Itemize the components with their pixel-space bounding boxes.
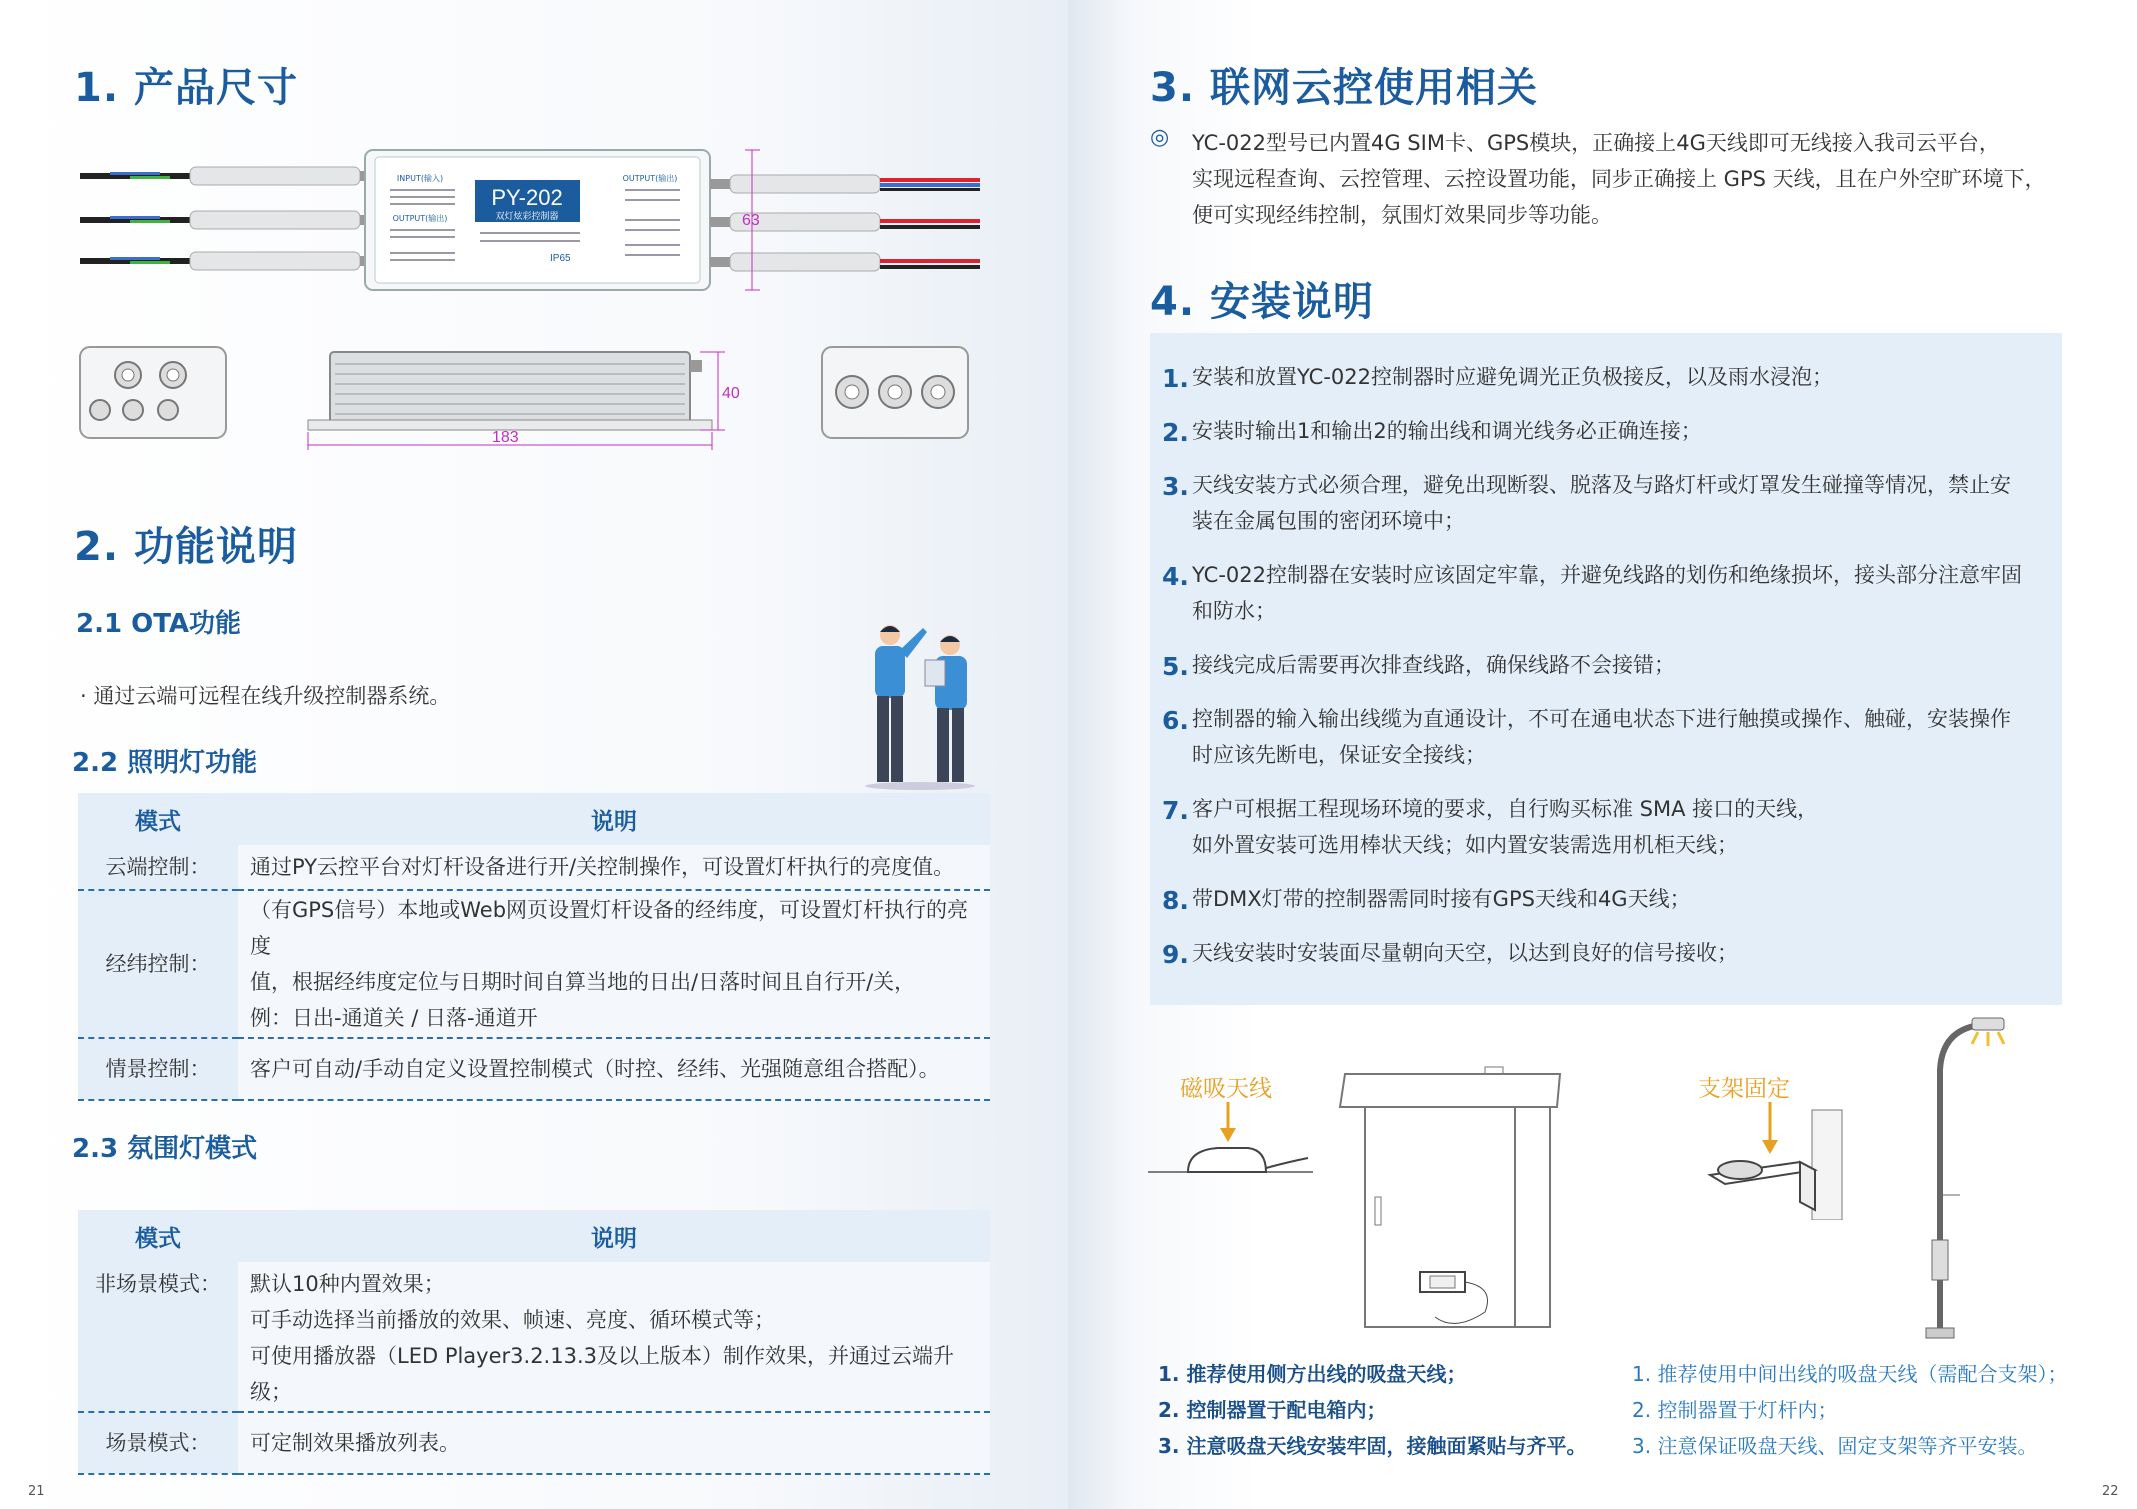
subsection-lighting: 2.2 照明灯功能 bbox=[72, 748, 258, 778]
table-header bbox=[78, 1210, 990, 1262]
device-input-label: INPUT(输入) bbox=[396, 174, 444, 183]
row-mode: 非场景模式： bbox=[78, 1262, 238, 1412]
section-title-cloud: 3. 联网云控使用相关 bbox=[1150, 65, 1538, 111]
install-steps-panel bbox=[1150, 333, 2062, 1005]
section-title-install: 4. 安装说明 bbox=[1150, 279, 1374, 325]
device-subtitle-label: 双灯炫彩控制器 bbox=[495, 212, 559, 222]
step-text bbox=[1192, 791, 1818, 863]
device-output-label: OUTPUT(输出) bbox=[392, 214, 448, 223]
table-row bbox=[78, 1412, 990, 1474]
step-line: 和防水； bbox=[1192, 599, 1276, 623]
step-text bbox=[1192, 467, 2011, 539]
input-cables bbox=[80, 167, 380, 270]
bracket-diagram bbox=[1700, 1100, 1850, 1220]
device-ip-rating: IP65 bbox=[550, 253, 571, 264]
row-desc bbox=[238, 1262, 990, 1412]
step-text: 天线安装时安装面尽量朝向天空，以达到良好的信号接收； bbox=[1192, 941, 1738, 965]
table-row bbox=[78, 1262, 990, 1412]
header-desc: 说明 bbox=[238, 793, 990, 845]
step-number: 1. bbox=[1162, 364, 1189, 393]
step-text: 带DMX灯带的控制器需同时接有GPS天线和4G天线； bbox=[1192, 887, 1691, 911]
ambient-modes-table bbox=[78, 1210, 990, 1475]
page-number-left: 21 bbox=[28, 1484, 45, 1499]
row-line: 通过PY云控平台对灯杆设备进行开/关控制操作，可设置灯杆执行的亮度值。 bbox=[250, 855, 955, 879]
page-number-right: 22 bbox=[2102, 1484, 2119, 1499]
row-desc bbox=[238, 1038, 990, 1100]
height-dimension: 63 bbox=[742, 212, 760, 229]
device-top-view-diagram bbox=[80, 145, 990, 295]
step-line: YC-022控制器在安装时应该固定牢靠，并避免线路的划伤和绝缘损坏，接头部分注意牢固 bbox=[1192, 563, 2022, 587]
row-line: 客户可自动/手动自定义设置控制模式（时控、经纬、光强随意组合搭配）。 bbox=[250, 1057, 940, 1081]
step-line: 天线安装方式必须合理，避免出现断裂、脱落及与路灯杆或灯罩发生碰撞等情况，禁止安 bbox=[1192, 473, 2011, 497]
device-end-view-right bbox=[820, 345, 970, 440]
table-row bbox=[78, 1038, 990, 1100]
row-desc bbox=[238, 845, 990, 890]
header-mode: 模式 bbox=[78, 793, 238, 845]
row-line: 值，根据经纬度定位与日期时间自算当地的日出/日落时间且自行开/关， bbox=[250, 970, 916, 994]
left-page bbox=[0, 0, 1068, 1509]
cabinet-diagram bbox=[1335, 1062, 1575, 1342]
section-title-dimensions: 1. 产品尺寸 bbox=[74, 65, 298, 111]
step-line: 控制器的输入输出线缆为直通设计，不可在通电状态下进行触摸或操作、触碰，安装操作 bbox=[1192, 707, 2011, 731]
device-side-view bbox=[300, 340, 760, 460]
device-model-label: PY-202 bbox=[491, 185, 563, 210]
cloud-line: 便可实现经纬控制，氛围灯效果同步等功能。 bbox=[1192, 203, 1612, 227]
subsection-ota: 2.1 OTA功能 bbox=[76, 609, 242, 639]
row-mode: 情景控制： bbox=[78, 1038, 238, 1100]
table-row bbox=[78, 845, 990, 890]
step-number: 9. bbox=[1162, 940, 1189, 969]
device-end-view-left bbox=[78, 345, 228, 440]
note-left-2: 2. 控制器置于配电箱内； bbox=[1158, 1398, 1387, 1422]
row-mode: 场景模式： bbox=[78, 1412, 238, 1474]
ota-description: · 通过云端可远程在线升级控制器系统。 bbox=[80, 684, 451, 708]
note-right-2: 2. 控制器置于灯杆内； bbox=[1632, 1398, 1838, 1422]
row-line: 默认10种内置效果； bbox=[250, 1272, 445, 1296]
bullet-icon: ◎ bbox=[1150, 125, 1170, 150]
note-right-1: 1. 推荐使用中间出线的吸盘天线（需配合支架）； bbox=[1632, 1362, 2068, 1386]
bracket-label: 支架固定 bbox=[1698, 1076, 1790, 1102]
step-number: 7. bbox=[1162, 796, 1189, 825]
note-right-3: 3. 注意保证吸盘天线、固定支架等齐平安装。 bbox=[1632, 1434, 2038, 1458]
step-number: 3. bbox=[1162, 472, 1189, 501]
row-line: 可手动选择当前播放的效果、帧速、亮度、循环模式等； bbox=[250, 1308, 775, 1332]
step-text bbox=[1192, 701, 2011, 773]
table-row bbox=[78, 890, 990, 1038]
row-desc bbox=[238, 1412, 990, 1474]
cloud-line: YC-022型号已内置4G SIM卡、GPS模块，正确接上4G天线即可无线接入我司云平台， bbox=[1192, 131, 2000, 155]
step-line: 时应该先断电，保证安全接线； bbox=[1192, 743, 1486, 767]
note-left-3: 3. 注意吸盘天线安装牢固，接触面紧贴与齐平。 bbox=[1158, 1434, 1587, 1458]
step-line: 客户可根据工程现场环境的要求，自行购买标准 SMA 接口的天线， bbox=[1192, 797, 1819, 821]
row-line: 可定制效果播放列表。 bbox=[250, 1431, 460, 1455]
people-illustration bbox=[855, 620, 985, 790]
step-line: 装在金属包围的密闭环境中； bbox=[1192, 509, 1465, 533]
row-line: 可使用播放器（LED Player3.2.13.3及以上版本）制作效果，并通过云端升级； bbox=[250, 1344, 954, 1404]
street-light-diagram bbox=[1920, 1010, 2040, 1340]
row-mode: 云端控制： bbox=[78, 845, 238, 890]
step-number: 4. bbox=[1162, 562, 1189, 591]
step-number: 2. bbox=[1162, 418, 1189, 447]
step-number: 8. bbox=[1162, 886, 1189, 915]
step-text: 安装时输出1和输出2的输出线和调光线务必正确连接； bbox=[1192, 419, 1702, 443]
header-desc: 说明 bbox=[238, 1210, 990, 1262]
row-line: （有GPS信号）本地或Web网页设置灯杆设备的经纬度，可设置灯杆执行的亮度 bbox=[250, 898, 969, 958]
note-left-1: 1. 推荐使用侧方出线的吸盘天线； bbox=[1158, 1362, 1467, 1386]
step-text: 安装和放置YC-022控制器时应避免调光正负极接反，以及雨水浸泡； bbox=[1192, 365, 1833, 389]
header-mode: 模式 bbox=[78, 1210, 238, 1262]
magnet-antenna-diagram bbox=[1148, 1100, 1318, 1180]
step-line: 如外置安装可选用棒状天线；如内置安装需选用机柜天线； bbox=[1192, 833, 1738, 857]
row-desc bbox=[238, 890, 990, 1038]
side-dimension: 40 bbox=[722, 385, 740, 402]
step-text bbox=[1192, 557, 2022, 629]
device-output-label-2: OUTPUT(输出) bbox=[622, 174, 678, 183]
section-title-functions: 2. 功能说明 bbox=[74, 524, 298, 570]
row-line: 例：日出-通道关 / 日落-通道开 bbox=[250, 1006, 538, 1030]
subsection-ambient: 2.3 氛围灯模式 bbox=[72, 1134, 258, 1164]
step-number: 5. bbox=[1162, 652, 1189, 681]
step-number: 6. bbox=[1162, 706, 1189, 735]
table-header bbox=[78, 793, 990, 845]
magnet-antenna-label: 磁吸天线 bbox=[1180, 1076, 1272, 1102]
cloud-description bbox=[1192, 125, 2046, 233]
cloud-line: 实现远程查询、云控管理、云控设置功能，同步正确接上 GPS 天线，且在户外空旷环境下， bbox=[1192, 167, 2046, 191]
lighting-modes-table bbox=[78, 793, 990, 1101]
length-dimension: 183 bbox=[492, 429, 519, 446]
row-mode: 经纬控制： bbox=[78, 890, 238, 1038]
step-text: 接线完成后需要再次排查线路，确保线路不会接错； bbox=[1192, 653, 1675, 677]
